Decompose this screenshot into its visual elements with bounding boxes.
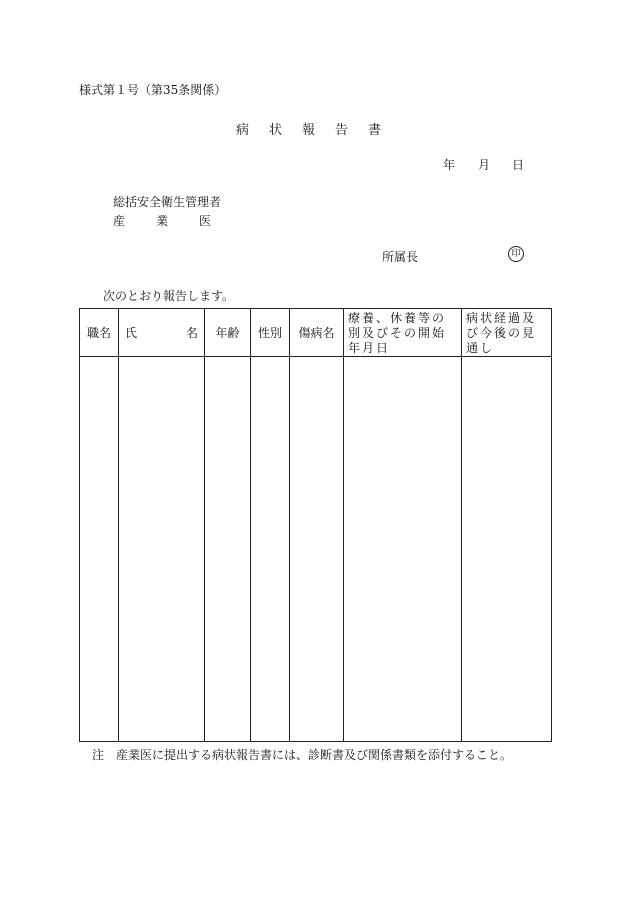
form-number: 様式第１号（第35条関係） [79,83,227,97]
header-job-title: 職名 [80,309,119,357]
addressee-general-manager: 総括安全衛生管理者 [113,195,222,209]
header-progress: 病状経過及び今後の見通し [462,309,552,357]
header-sex: 性別 [251,309,290,357]
footnote: 注 産業医に提出する病状報告書には、診断書及び関係書類を添付すること。 [92,748,513,762]
date-year-label: 年 [443,158,456,172]
table-header-row [80,309,552,357]
addressee-industrial-physician: 産業医 [113,214,243,228]
intro-text: 次のとおり報告します。 [103,289,235,303]
seal-mark: 印 [508,246,524,262]
cell-treatment[interactable] [344,357,462,742]
date-month-label: 月 [478,158,491,172]
date-day-label: 日 [512,158,525,172]
document-title: 病状報告書 [236,123,402,138]
report-table [79,308,552,742]
header-treatment: 療養、休養等の別及びその開始年月日 [344,309,462,357]
cell-sex[interactable] [251,357,290,742]
header-illness: 傷病名 [290,309,344,357]
cell-name[interactable] [119,357,205,742]
cell-age[interactable] [205,357,251,742]
header-name-part-a: 氏 [125,326,138,340]
cell-job-title[interactable] [80,357,119,742]
cell-illness[interactable] [290,357,344,742]
header-name [119,309,205,357]
table-body-row [80,357,552,742]
header-age: 年齢 [205,309,251,357]
cell-progress[interactable] [462,357,552,742]
affiliation-head-label: 所属長 [382,250,419,264]
header-name-part-b: 名 [185,326,198,340]
